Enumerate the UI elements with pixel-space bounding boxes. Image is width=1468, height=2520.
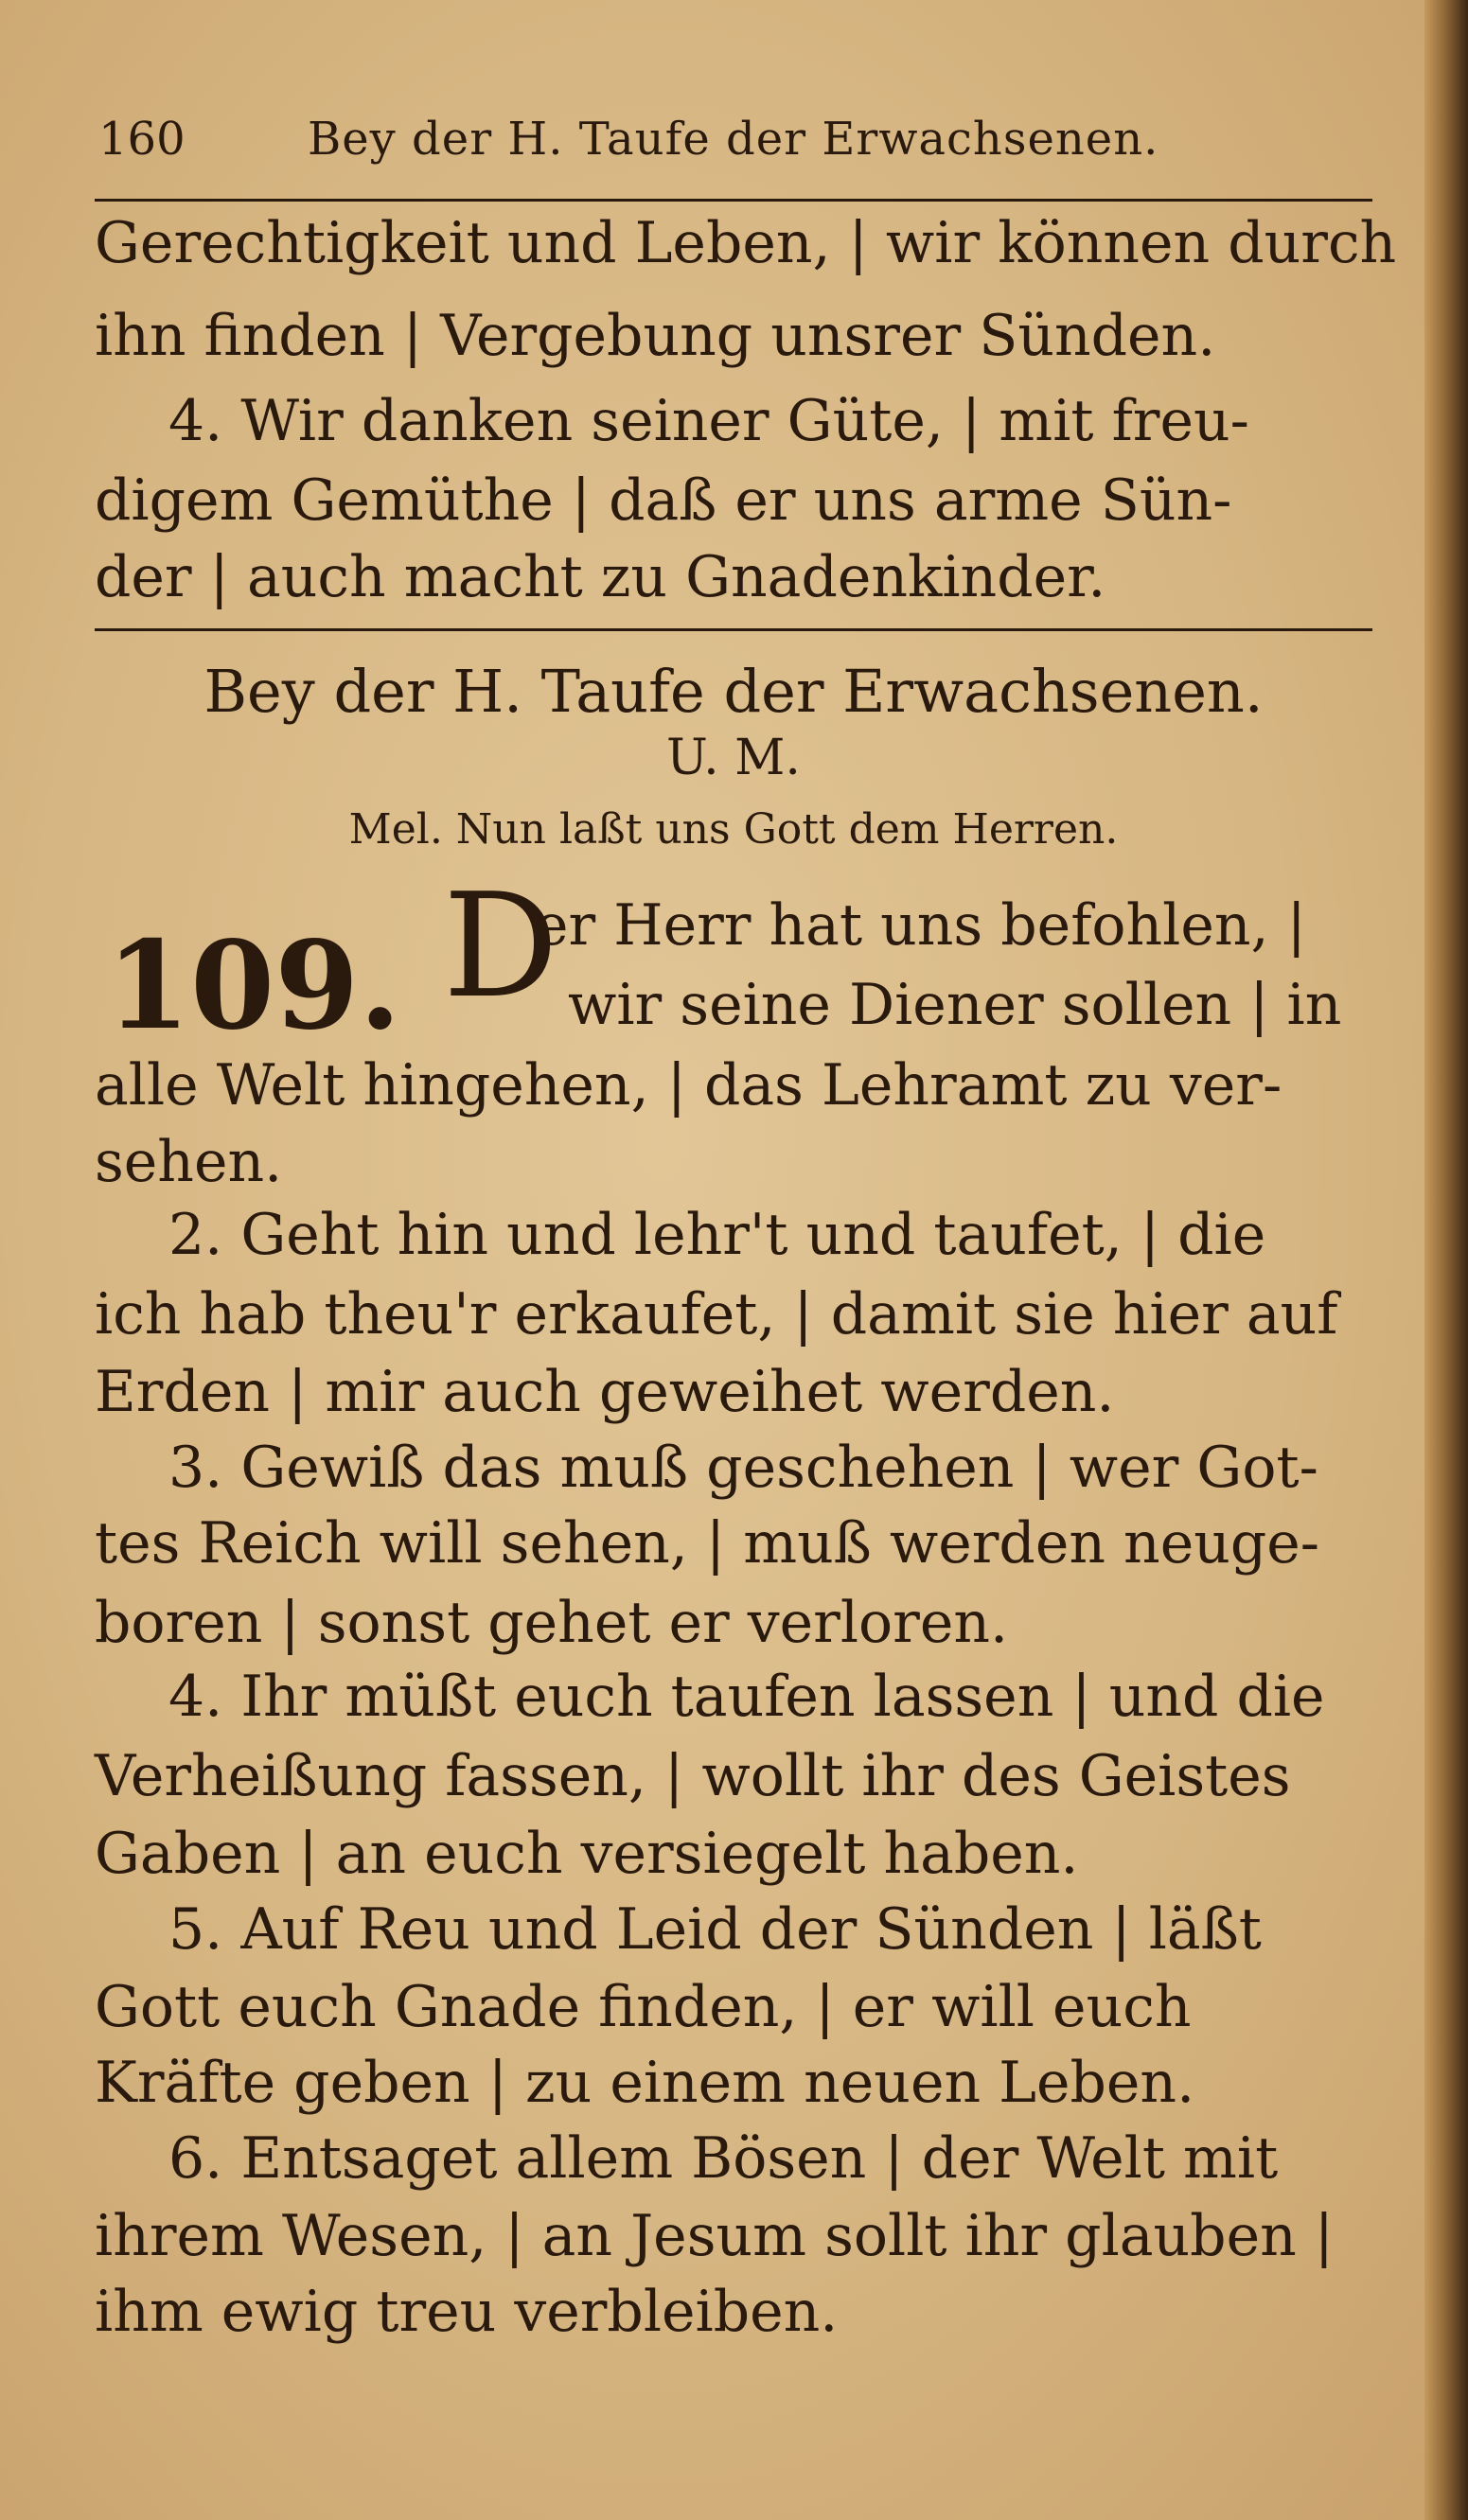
section-subtitle: U. M. [666,730,801,786]
text-line: Gerechtigkeit und Leben, | wir können durch [95,210,1397,276]
verse-line: 4. Ihr müßt euch taufen lassen | und die [168,1664,1325,1730]
hymn-line: Verheißung fassen, | wollt ihr des Geistes [95,1743,1291,1809]
melody-line: Mel. Nun laßt uns Gott dem Herren. [348,805,1119,854]
hymn-line: boren | sonst gehet er verloren. [95,1590,1009,1656]
section-title: Bey der H. Taufe der Erwachsenen. [203,657,1264,726]
hymn-line: tes Reich will sehen, | muß werden neuge- [95,1510,1320,1577]
hymn-line: Kräfte geben | zu einem neuen Leben. [95,2050,1195,2116]
verse-line: 5. Auf Reu und Leid der Sünden | läßt [168,1896,1262,1963]
text-line: der | auch macht zu Gnadenkinder. [95,544,1106,610]
drop-cap: D [443,862,558,1030]
verse-line: 3. Gewiß das muß geschehen | wer Got- [168,1435,1318,1501]
section-rule [95,628,1372,631]
page-number: 160 [98,113,186,166]
hymn-number: 109. [106,915,401,1057]
hymn-line: alle Welt hingehen, | das Lehramt zu ver- [95,1052,1282,1119]
hymn-line: ich hab theu'r erkaufet, | damit sie hier auf [95,1281,1338,1348]
running-title: Bey der H. Taufe der Erwachsenen. [308,113,1159,166]
hymn-line: ihrem Wesen, | an Jesum sollt ihr glauben | [95,2203,1335,2269]
hymn-line: er Herr hat uns befohlen, | [535,892,1306,959]
hymn-line: Gott euch Gnade finden, | er will euch [95,1974,1192,2040]
verse-line: 2. Geht hin und lehr't und taufet, | die [168,1202,1266,1268]
page-header [95,106,1372,172]
verse-line: 4. Wir danken seiner Güte, | mit freu- [168,388,1249,454]
hymn-line: wir seine Diener sollen | in [568,972,1342,1038]
hymn-line: Erden | mir auch geweihet werden. [95,1359,1115,1425]
hymn-line: Gaben | an euch versiegelt haben. [95,1821,1079,1887]
hymn-line: sehen. [95,1129,283,1195]
text-line: ihn finden | Vergebung unsrer Sünden. [95,303,1216,369]
hymn-line: ihm ewig treu verbleiben. [95,2279,839,2345]
header-rule [95,199,1372,202]
text-line: digem Gemüthe | daß er uns arme Sün- [95,467,1232,534]
verse-line: 6. Entsaget allem Bösen | der Welt mit [168,2125,1279,2192]
